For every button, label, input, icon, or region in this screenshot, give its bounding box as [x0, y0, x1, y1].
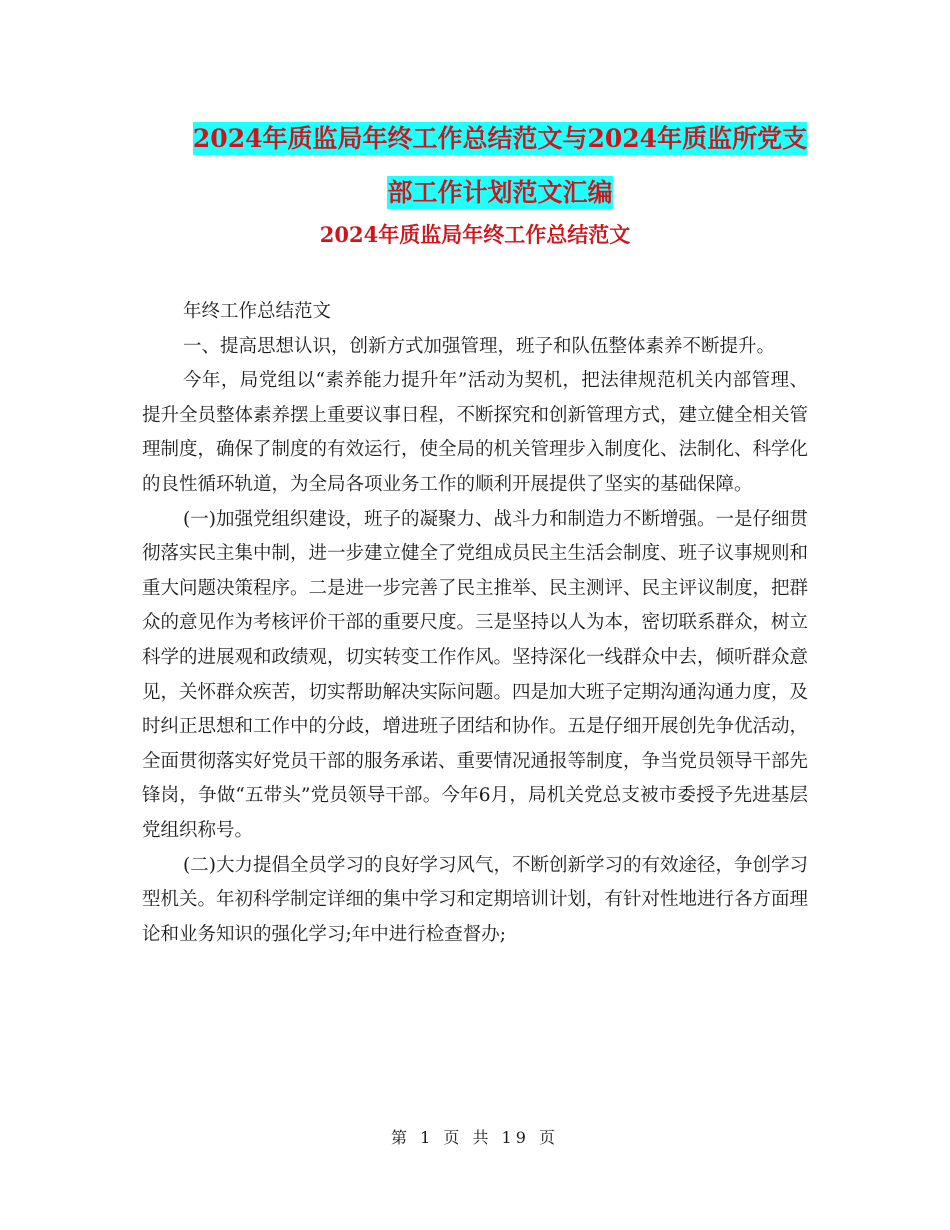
paragraph-point-1: 一、提高思想认识，创新方式加强管理，班子和队伍整体素养不断提升。 — [183, 335, 776, 357]
section-title: 2024年质监局年终工作总结范文 — [319, 222, 631, 247]
paragraph-heading: 年终工作总结范文 — [183, 301, 332, 322]
document-body — [142, 295, 808, 952]
title-line-1: 2024年质监局年终工作总结范文与2024年质监所党支 — [192, 124, 808, 153]
page-footer: 第 1 页 共 19 页 — [391, 1128, 559, 1147]
paragraph-subpoint-2: (二)大力提倡全员学习的良好学习风气，不断创新学习的有效途径，争创学习型机关。年初科学制定详细的集中学习和定期培训计划，有针对性地进行各方面理论和业务知识的强化学习;年中进行检查督办; — [142, 854, 809, 945]
title-line-2: 部工作计划范文汇编 — [387, 178, 613, 207]
paragraph-intro: 今年，局党组以“素养能力提升年”活动为契机，把法律规范机关内部管理、提升全员整体素养摆上重要议事日程，不断探究和创新管理方式，建立健全相关管理制度，确保了制度的有效运行，使全局的机关管理步入制度化、法制化、科学化的良性循环轨道，为全局各项业务工作的顺利开展提供了坚实的基础保障。 — [142, 370, 809, 495]
paragraph-subpoint-1: (一)加强党组织建设，班子的凝聚力、战斗力和制造力不断增强。一是仔细贯彻落实民主集中制，进一步建立健全了党组成员民主生活会制度、班子议事规则和重大问题决策程序。二是进一步完善了民主推举、民主测评、民主评议制度，把群众的意见作为考核评价干部的重要尺度。三是坚持以人为本，密切联系群众，树立科学的进展观和政绩观，切实转变工作作风。坚持深化一线群众中去，倾听群众意见，关怀群众疾苦，切实帮助解决实际问题。四是加大班子定期沟通沟通力度，及时纠正思想和工作中的分歧，增进班子团结和协作。五是仔细开展创先争优活动，全面贯彻落实好党员干部的服务承诺、重要情况通报等制度，争当党员领导干部先锋岗，争做“五带头”党员领导干部。今年6月，局机关党总支被市委授予先进基层党组织称号。 — [142, 508, 809, 841]
document-title — [140, 112, 860, 220]
